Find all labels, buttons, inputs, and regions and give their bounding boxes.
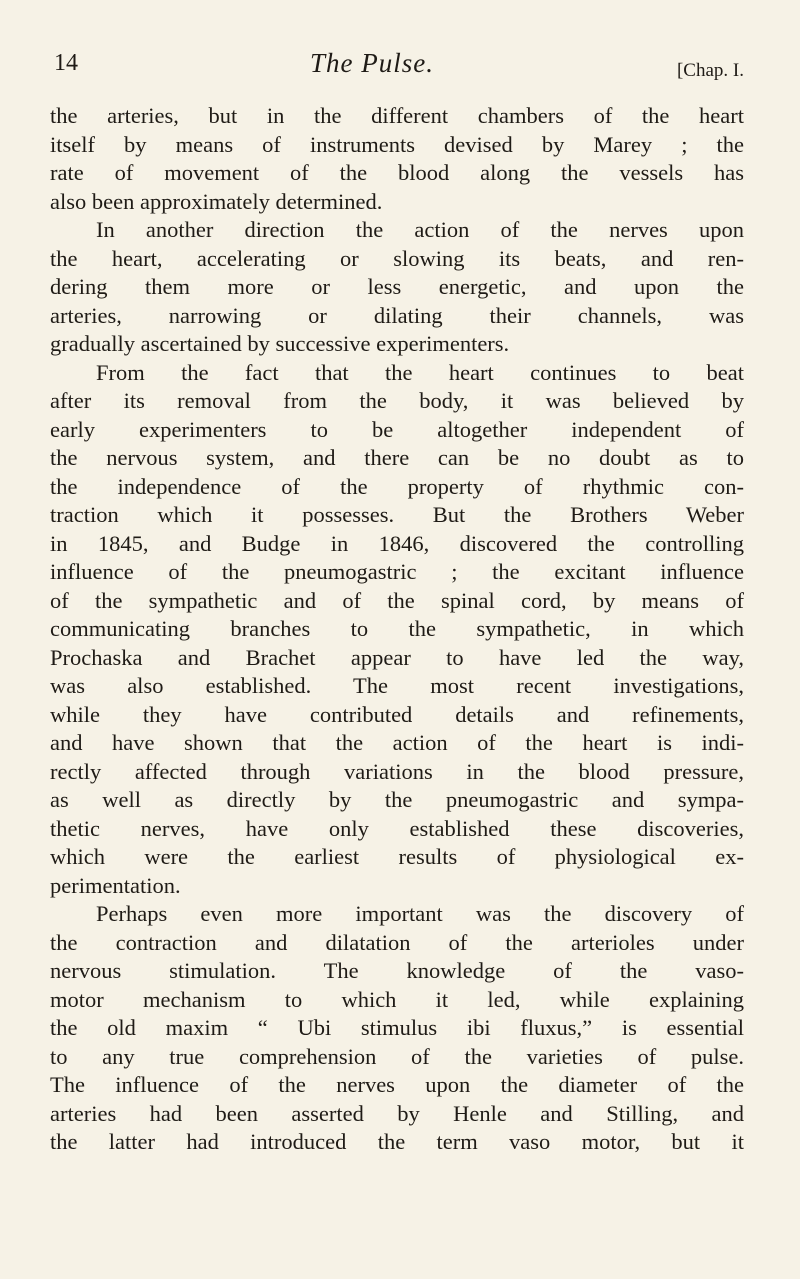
text-line: thetic nerves, have only established these discoveries, (50, 815, 744, 841)
text-line: also been approximately determined. (50, 188, 383, 214)
text-line: early experimenters to be altogether independent of (50, 416, 744, 442)
text-line: In another direction the action of the nerves upon (96, 217, 744, 242)
text-line: rate of movement of the blood along the vessels has (50, 160, 744, 185)
text-line: to any true comprehension of the varieties of pulse. (50, 1043, 744, 1069)
text-line: perimentation. (50, 872, 181, 898)
text-line: the arteries, but in the different chambers of the heart (50, 103, 744, 128)
text-line: the independence of the property of rhythmic con- (50, 473, 744, 499)
text-line: Prochaska and Brachet appear to have led the way, (50, 644, 744, 670)
text-line: communicating branches to the sympathetic, in which (50, 616, 744, 641)
text-line: the latter had introduced the term vaso motor, but it (50, 1129, 744, 1154)
text-line: dering them more or less energetic, and upon the (50, 274, 744, 299)
text-line: the old maxim “ Ubi stimulus ibi fluxus,” is essential (50, 1015, 744, 1040)
page-header (50, 44, 744, 90)
text-line: and have shown that the action of the heart is indi- (50, 730, 744, 755)
text-line: gradually ascertained by successive experimenters. (50, 331, 510, 356)
text-line: traction which it possesses. But the Brothers Weber (50, 502, 744, 527)
book-page (50, 0, 744, 1279)
text-line: Perhaps even more important was the discovery of (96, 901, 744, 926)
text-line: rectly affected through variations in the blood pressure, (50, 758, 744, 784)
running-title: The Pulse. (310, 48, 434, 78)
text-line: after its removal from the body, it was believed by (50, 388, 744, 413)
body-text (50, 102, 744, 1157)
text-line: arteries, narrowing or dilating their channels, was (50, 302, 744, 328)
text-line: the contraction and dilatation of the arterioles under (50, 929, 744, 955)
text-line: the nervous system, and there can be no doubt as to (50, 445, 744, 470)
chapter-reference: [Chap. I. (676, 60, 744, 81)
text-line: while they have contributed details and refinements, (50, 701, 744, 727)
text-line: itself by means of instruments devised by Marey ; the (50, 131, 744, 157)
text-line: in 1845, and Budge in 1846, discovered the controlling (50, 530, 744, 556)
text-line: influence of the pneumogastric ; the excitant influence (50, 559, 744, 584)
text-line: was also established. The most recent investigations, (50, 673, 744, 698)
text-line: The influence of the nerves upon the diameter of the (50, 1072, 744, 1097)
text-line: which were the earliest results of physiological ex- (50, 844, 744, 869)
text-line: nervous stimulation. The knowledge of the vaso- (50, 958, 744, 983)
text-line: arteries had been asserted by Henle and Stilling, and (50, 1100, 744, 1126)
text-line: From the fact that the heart continues to beat (96, 359, 744, 385)
text-line: as well as directly by the pneumogastric and sympa- (50, 787, 744, 812)
text-line: of the sympathetic and of the spinal cord, by means of (50, 587, 744, 613)
page-number: 14 (54, 50, 78, 76)
text-line: motor mechanism to which it led, while explaining (50, 986, 744, 1012)
text-line: the heart, accelerating or slowing its beats, and ren- (50, 245, 744, 271)
